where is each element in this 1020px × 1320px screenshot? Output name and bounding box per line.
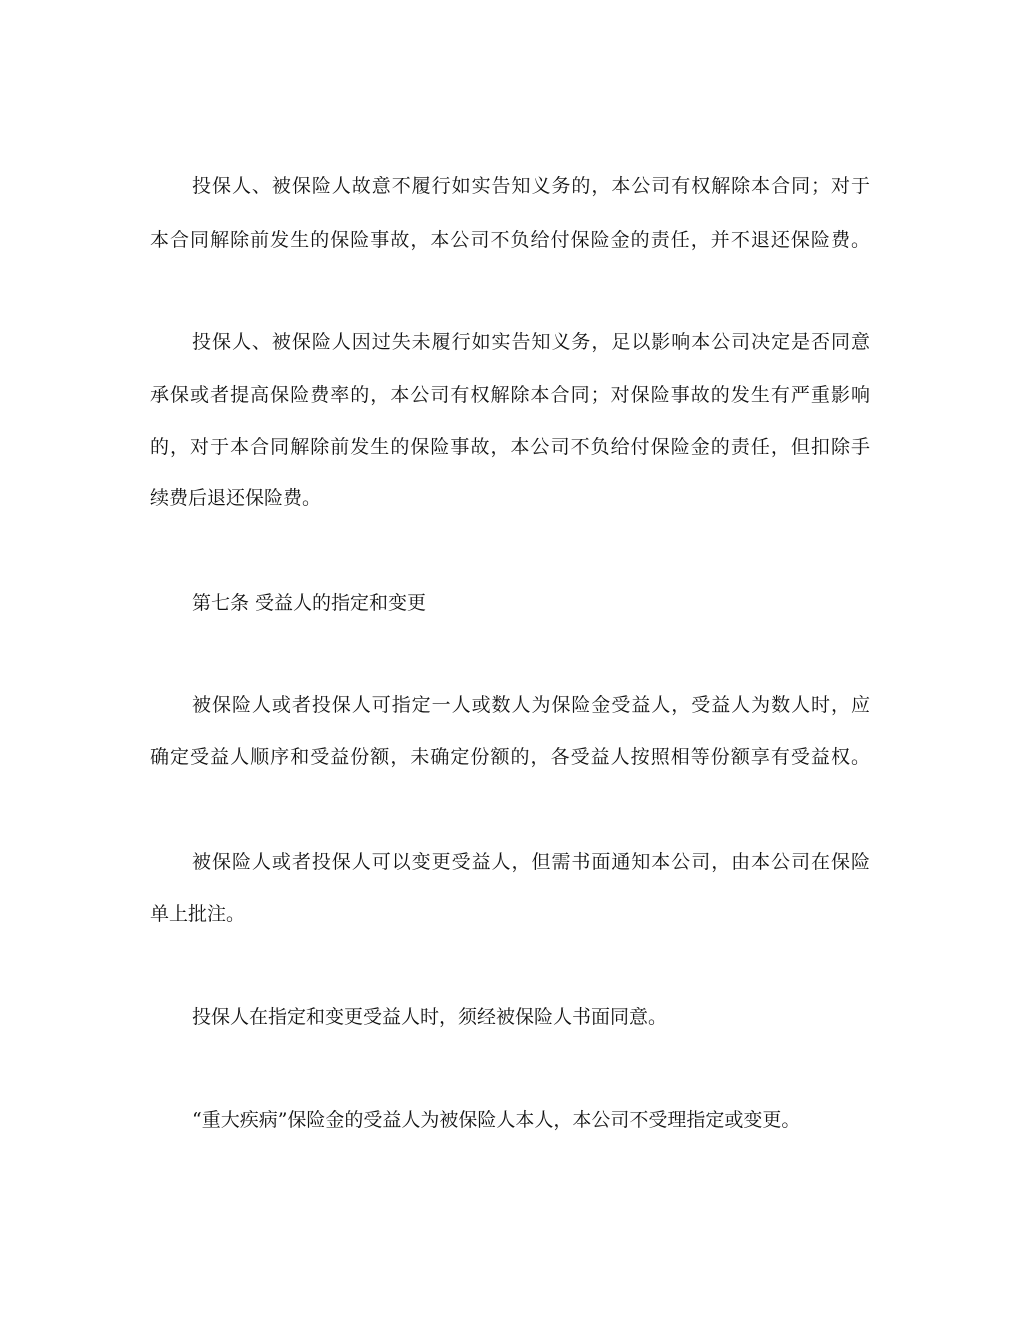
paragraph-6-line-1: 投保人在指定和变更受益人时，须经被保险人书面同意。 (192, 1006, 668, 1028)
paragraph-7-line-1: “重大疾病”保险金的受益人为被保险人本人，本公司不受理指定或变更。 (192, 1109, 801, 1131)
paragraph-2-line-1: 投保人、被保险人因过失未履行如实告知义务，足以影响本公司决定是否同意 (192, 331, 870, 353)
paragraph-5-line-1: 被保险人或者投保人可以变更受益人，但需书面通知本公司，由本公司在保险 (192, 851, 870, 873)
paragraph-2-line-4: 续费后退还保险费。 (150, 487, 322, 509)
paragraph-4-line-2: 确定受益人顺序和受益份额，未确定份额的，各受益人按照相等份额享有受益权。 (150, 746, 870, 768)
paragraph-1-line-2: 本合同解除前发生的保险事故，本公司不负给付保险金的责任，并不退还保险费。 (150, 229, 870, 251)
paragraph-1-line-1: 投保人、被保险人故意不履行如实告知义务的，本公司有权解除本合同；对于 (192, 175, 870, 197)
paragraph-4-line-1: 被保险人或者投保人可指定一人或数人为保险金受益人，受益人为数人时，应 (192, 694, 870, 716)
section-heading: 第七条 受益人的指定和变更 (192, 592, 427, 614)
paragraph-2-line-3: 的，对于本合同解除前发生的保险事故，本公司不负给付保险金的责任，但扣除手 (150, 436, 870, 458)
paragraph-5-line-2: 单上批注。 (150, 903, 246, 925)
paragraph-2-line-2: 承保或者提高保险费率的，本公司有权解除本合同；对保险事故的发生有严重影响 (150, 384, 870, 406)
